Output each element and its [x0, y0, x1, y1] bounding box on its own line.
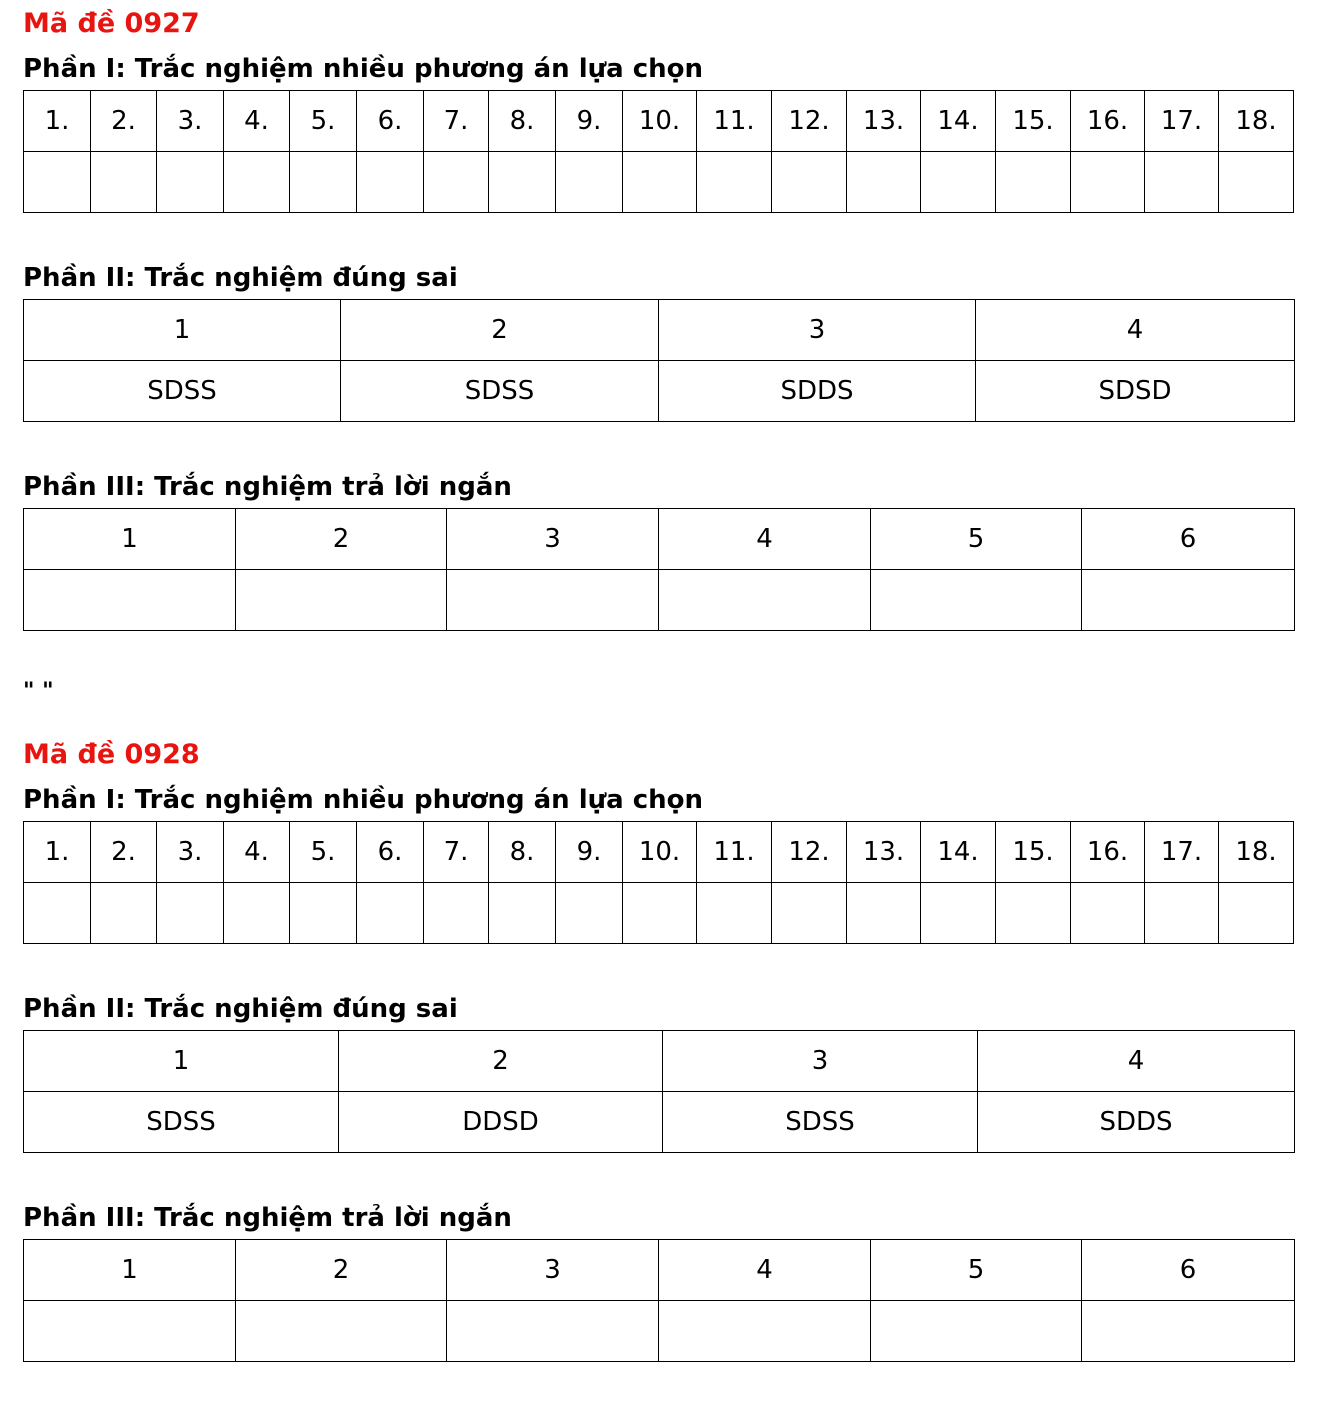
part1-table: [23, 821, 1294, 944]
answer-cell: SDSS: [663, 1092, 978, 1153]
answer-cell: [1082, 570, 1295, 631]
answer-cell: [847, 152, 921, 213]
question-number-cell: 2: [339, 1031, 663, 1092]
answer-cell: [772, 883, 847, 944]
question-number-cell: 1.: [24, 91, 91, 152]
question-number-cell: 5: [871, 509, 1082, 570]
answer-cell: [1082, 1301, 1295, 1362]
part1-header-row: [24, 822, 1294, 883]
answer-cell: [424, 883, 489, 944]
question-number-cell: 4.: [224, 822, 290, 883]
question-number-cell: 2: [236, 509, 447, 570]
answer-cell: [24, 883, 91, 944]
question-number-cell: 14.: [921, 822, 996, 883]
answer-cell: [871, 1301, 1082, 1362]
question-number-cell: 6: [1082, 509, 1295, 570]
question-number-cell: 1: [24, 509, 236, 570]
question-number-cell: 2.: [91, 822, 157, 883]
answer-cell: [996, 883, 1071, 944]
part1-header-row: [24, 91, 1294, 152]
answer-cell: [1219, 883, 1294, 944]
part2-title: Phần II: Trắc nghiệm đúng sai: [23, 994, 458, 1024]
question-number-cell: 2: [236, 1240, 447, 1301]
question-number-cell: 16.: [1071, 91, 1145, 152]
answer-cell: [157, 883, 224, 944]
part2-answer-row: [24, 361, 1295, 422]
answer-cell: [24, 1301, 236, 1362]
answer-cell: [236, 570, 447, 631]
answer-cell: SDSS: [24, 1092, 339, 1153]
question-number-cell: 5.: [290, 822, 357, 883]
part2-header-row: [24, 300, 1295, 361]
answer-cell: [871, 570, 1082, 631]
answer-cell: [921, 883, 996, 944]
part3-table: [23, 1239, 1295, 1362]
answer-cell: SDSS: [24, 361, 341, 422]
question-number-cell: 5: [871, 1240, 1082, 1301]
part1-answer-row: [24, 152, 1294, 213]
question-number-cell: 3: [663, 1031, 978, 1092]
question-number-cell: 11.: [697, 91, 772, 152]
answer-cell: [996, 152, 1071, 213]
part3-title: Phần III: Trắc nghiệm trả lời ngắn: [23, 472, 512, 502]
question-number-cell: 16.: [1071, 822, 1145, 883]
question-number-cell: 13.: [847, 822, 921, 883]
part1-title: Phần I: Trắc nghiệm nhiều phương án lựa chọn: [23, 54, 704, 84]
question-number-cell: 13.: [847, 91, 921, 152]
answer-cell: [91, 152, 157, 213]
answer-cell: [1145, 883, 1219, 944]
question-number-cell: 18.: [1219, 822, 1294, 883]
question-number-cell: 2: [341, 300, 659, 361]
part3-header-row: [24, 509, 1295, 570]
part2-table: [23, 1030, 1295, 1153]
answer-cell: [357, 152, 424, 213]
question-number-cell: 1: [24, 1240, 236, 1301]
answer-cell: [623, 883, 697, 944]
question-number-cell: 17.: [1145, 822, 1219, 883]
answer-cell: [489, 883, 556, 944]
answer-cell: [290, 883, 357, 944]
question-number-cell: 8.: [489, 822, 556, 883]
question-number-cell: 1.: [24, 822, 91, 883]
question-number-cell: 10.: [623, 822, 697, 883]
question-number-cell: 6.: [357, 91, 424, 152]
answer-cell: SDSS: [341, 361, 659, 422]
answer-cell: [236, 1301, 447, 1362]
answer-cell: [157, 152, 224, 213]
separator-quotes: " ": [23, 679, 54, 704]
part2-table: [23, 299, 1295, 422]
answer-cell: [1071, 152, 1145, 213]
answer-cell: SDSD: [976, 361, 1295, 422]
question-number-cell: 17.: [1145, 91, 1219, 152]
question-number-cell: 7.: [424, 822, 489, 883]
answer-cell: [489, 152, 556, 213]
answer-cell: [623, 152, 697, 213]
question-number-cell: 12.: [772, 91, 847, 152]
question-number-cell: 1: [24, 300, 341, 361]
part3-answer-row: [24, 570, 1295, 631]
question-number-cell: 3.: [157, 91, 224, 152]
answer-cell: [847, 883, 921, 944]
question-number-cell: 3.: [157, 822, 224, 883]
exam-code-title: Mã đề 0927: [23, 8, 200, 39]
answer-cell: [659, 1301, 871, 1362]
answer-cell: [556, 152, 623, 213]
answer-cell: [290, 152, 357, 213]
part1-table: [23, 90, 1294, 213]
question-number-cell: 6.: [357, 822, 424, 883]
question-number-cell: 7.: [424, 91, 489, 152]
part3-table: [23, 508, 1295, 631]
question-number-cell: 8.: [489, 91, 556, 152]
answer-cell: [224, 152, 290, 213]
question-number-cell: 9.: [556, 91, 623, 152]
exam-code-title: Mã đề 0928: [23, 739, 200, 770]
question-number-cell: 11.: [697, 822, 772, 883]
question-number-cell: 3: [447, 509, 659, 570]
part3-title: Phần III: Trắc nghiệm trả lời ngắn: [23, 1203, 512, 1233]
part3-header-row: [24, 1240, 1295, 1301]
answer-cell: [556, 883, 623, 944]
answer-cell: [1219, 152, 1294, 213]
answer-cell: [24, 570, 236, 631]
answer-cell: [224, 883, 290, 944]
question-number-cell: 6: [1082, 1240, 1295, 1301]
answer-cell: [24, 152, 91, 213]
part2-header-row: [24, 1031, 1295, 1092]
answer-cell: [1071, 883, 1145, 944]
answer-cell: [697, 152, 772, 213]
part1-title: Phần I: Trắc nghiệm nhiều phương án lựa chọn: [23, 785, 704, 815]
part2-title: Phần II: Trắc nghiệm đúng sai: [23, 263, 458, 293]
question-number-cell: 15.: [996, 91, 1071, 152]
question-number-cell: 2.: [91, 91, 157, 152]
question-number-cell: 18.: [1219, 91, 1294, 152]
question-number-cell: 4: [978, 1031, 1295, 1092]
answer-cell: [1145, 152, 1219, 213]
question-number-cell: 15.: [996, 822, 1071, 883]
question-number-cell: 4: [976, 300, 1295, 361]
question-number-cell: 4.: [224, 91, 290, 152]
answer-cell: SDDS: [659, 361, 976, 422]
question-number-cell: 4: [659, 509, 871, 570]
part3-answer-row: [24, 1301, 1295, 1362]
answer-cell: [424, 152, 489, 213]
question-number-cell: 4: [659, 1240, 871, 1301]
question-number-cell: 12.: [772, 822, 847, 883]
answer-cell: [447, 1301, 659, 1362]
question-number-cell: 3: [447, 1240, 659, 1301]
question-number-cell: 3: [659, 300, 976, 361]
question-number-cell: 5.: [290, 91, 357, 152]
answer-cell: [921, 152, 996, 213]
question-number-cell: 9.: [556, 822, 623, 883]
answer-cell: [659, 570, 871, 631]
answer-cell: [91, 883, 157, 944]
answer-cell: DDSD: [339, 1092, 663, 1153]
answer-cell: [772, 152, 847, 213]
answer-cell: SDDS: [978, 1092, 1295, 1153]
part2-answer-row: [24, 1092, 1295, 1153]
question-number-cell: 1: [24, 1031, 339, 1092]
question-number-cell: 10.: [623, 91, 697, 152]
answer-cell: [697, 883, 772, 944]
answer-cell: [357, 883, 424, 944]
question-number-cell: 14.: [921, 91, 996, 152]
answer-cell: [447, 570, 659, 631]
part1-answer-row: [24, 883, 1294, 944]
